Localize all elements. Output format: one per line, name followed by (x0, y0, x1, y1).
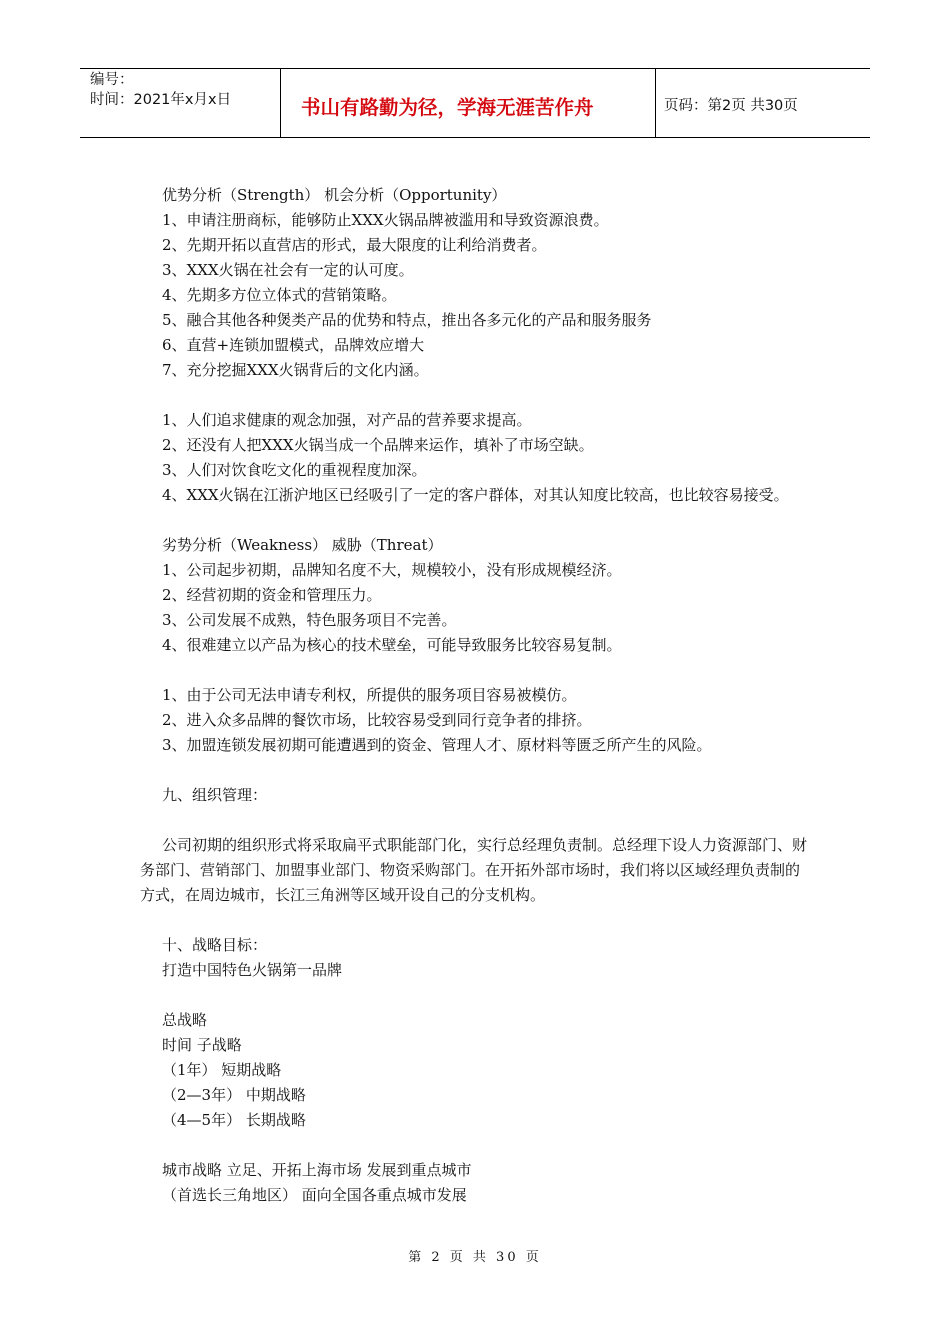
spacer (140, 983, 812, 1008)
threat-item: 2、进入众多品牌的餐饮市场，比较容易受到同行竞争者的排挤。 (162, 711, 592, 729)
header-slogan: 书山有路勤为径，学海无涯苦作舟 (301, 96, 594, 119)
opportunity-item: 1、人们追求健康的观念加强，对产品的营养要求提高。 (162, 411, 532, 429)
strategy-row: （1年） 短期战略 (162, 1061, 282, 1079)
city-strategy-line: 城市战略 立足、开拓上海市场 发展到重点城市 (162, 1161, 472, 1179)
opportunity-item: 4、XXX火锅在江浙沪地区已经吸引了一定的客户群体，对其认知度比较高，也比较容易接受。 (162, 486, 789, 504)
swot-heading-strength-opportunity: 优势分析（Strength） 机会分析（Opportunity） (162, 186, 507, 204)
threat-item: 1、由于公司无法申请专利权，所提供的服务项目容易被模仿。 (162, 686, 577, 704)
overall-strategy-label: 总战略 (162, 1011, 208, 1029)
header-page-cell (656, 69, 870, 137)
strength-item: 4、先期多方位立体式的营销策略。 (162, 286, 397, 304)
weakness-item: 2、经营初期的资金和管理压力。 (162, 586, 382, 604)
strategy-goal: 打造中国特色火锅第一品牌 (162, 961, 343, 979)
footer-page-number: 第 2 页 共 30 页 (408, 1250, 542, 1265)
page-footer (0, 1246, 950, 1265)
weakness-item: 4、很难建立以产品为核心的技术壁垒，可能导致服务比较容易复制。 (162, 636, 622, 654)
strength-item: 1、申请注册商标，能够防止XXX火锅品牌被滥用和导致资源浪费。 (162, 211, 609, 229)
strategy-table-header: 时间 子战略 (162, 1036, 242, 1054)
spacer (140, 758, 812, 783)
opportunity-item: 3、人们对饮食吃文化的重视程度加深。 (162, 461, 427, 479)
strategy-row: （4—5年） 长期战略 (162, 1111, 306, 1129)
document-body (140, 183, 812, 1208)
spacer (140, 508, 812, 533)
strength-item: 6、直营+连锁加盟模式，品牌效应增大 (162, 336, 425, 354)
document-time-label: 时间：2021年x月x日 (90, 92, 232, 108)
section-heading-organization: 九、组织管理： (162, 786, 268, 804)
threat-item: 3、加盟连锁发展初期可能遭遇到的资金、管理人才、原材料等匮乏所产生的风险。 (162, 736, 712, 754)
strength-item: 7、充分挖掘XXX火锅背后的文化内涵。 (162, 361, 429, 379)
header-page-info: 页码：第2页 共30页 (664, 98, 798, 114)
page-header (80, 68, 870, 138)
strength-item: 2、先期开拓以直营店的形式，最大限度的让利给消费者。 (162, 236, 547, 254)
opportunity-item: 2、还没有人把XXX火锅当成一个品牌来运作，填补了市场空缺。 (162, 436, 594, 454)
city-strategy-line: （首选长三角地区） 面向全国各重点城市发展 (162, 1186, 467, 1204)
document-number-label: 编号： (90, 72, 134, 88)
header-info-cell (80, 69, 281, 137)
strategy-row: （2—3年） 中期战略 (162, 1086, 306, 1104)
swot-heading-weakness-threat: 劣势分析（Weakness） 威胁（Threat） (162, 536, 443, 554)
weakness-item: 3、公司发展不成熟，特色服务项目不完善。 (162, 611, 457, 629)
organization-paragraph: 公司初期的组织形式将采取扁平式职能部门化，实行总经理负责制。总经理下设人力资源部门、财务部门、营销部门、加盟事业部门、物资采购部门。在开拓外部市场时，我们将以区域经理负责制的方式，在周边城市，长江三角洲等区域开设自己的分支机构。 (140, 836, 808, 904)
strength-item: 5、融合其他各种煲类产品的优势和特点，推出各多元化的产品和服务服务 (162, 311, 652, 329)
spacer (140, 1133, 812, 1158)
spacer (140, 383, 812, 408)
section-heading-strategy: 十、战略目标： (162, 936, 268, 954)
spacer (140, 808, 812, 833)
spacer (140, 908, 812, 933)
strength-item: 3、XXX火锅在社会有一定的认可度。 (162, 261, 414, 279)
weakness-item: 1、公司起步初期，品牌知名度不大，规模较小，没有形成规模经济。 (162, 561, 622, 579)
spacer (140, 658, 812, 683)
header-slogan-cell (281, 69, 656, 137)
